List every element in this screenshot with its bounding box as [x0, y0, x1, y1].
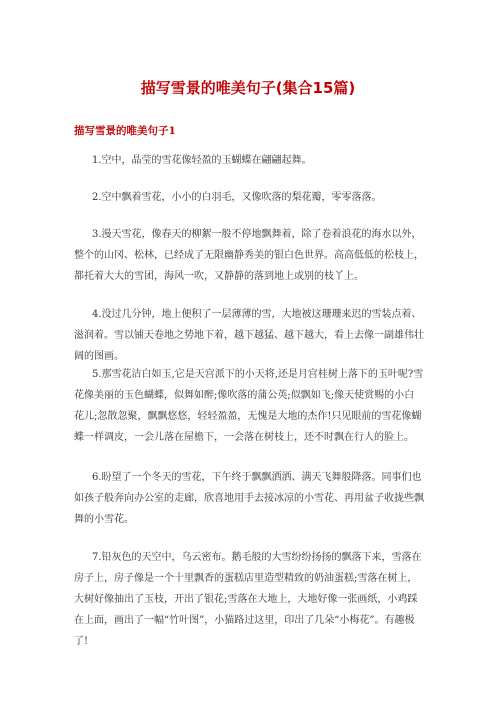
paragraph-5: 5.那雪花洁白如玉,它是天宫派下的小天将,还是月宫桂树上落下的玉叶呢?雪花像美丽的玉色蝴蝶，似舞如醉;像吹落的蒲公英;似飘如飞;像天使赏赐的小白花儿;忽散忽聚，飘飘悠悠，轻轻盈盈，无愧是大地的杰作!只见眼前的雪花像蝴蝶一样调皮，一会儿落在屋檐下，一会落在树枝上，还不时飘在行人的脸上。 [74, 369, 424, 443]
section-heading: 描写雪景的唯美句子1 [74, 125, 176, 137]
paragraph-1: 1.空中，晶莹的雪花像轻盈的玉蝴蝶在翩翩起舞。 [92, 155, 312, 166]
paragraph-4: 4.没过几分钟，地上便积了一层薄薄的雪，大地被这珊珊来迟的雪装点着、滋润着。雪以铺天卷地之势地下着，越下越猛、越下越大，看上去像一副雄伟壮阔的图画。 [74, 309, 424, 362]
paragraph-2: 2.空中飘着雪花，小小的白羽毛，又像吹落的梨花瓣，零零落落。 [92, 192, 382, 203]
paragraph-7: 7.铅灰色的天空中，乌云密布。鹅毛般的大雪纷纷扬扬的飘落下来，雪落在房子上，房子像是一个十里飘香的蛋糕店里造型精致的奶油蛋糕;雪落在树上，大树好像抽出了玉枝，开出了银花;雪落在大地上，大地好像一张画纸，小鸡踩在上面，画出了一幅“竹叶图”，小猫路过这里，印出了几朵“小梅花”。有趣极了! [74, 552, 422, 647]
document-title: 描写雪景的唯美句子(集合15篇) [140, 79, 356, 97]
paragraph-3: 3.漫天雪花，像春天的柳絮一般不停地飘舞着，除了卷着浪花的海水以外，整个的山冈、松林，已经成了无限幽静秀美的银白色世界。高高低低的松枝上，都托着大大的雪团，海风一吹，又静静的落到地上或别的枝丫上。 [74, 229, 424, 282]
paragraph-6: 6.盼望了一个冬天的雪花，下午终于飘飘洒洒、满天飞舞般降落。同事们也如孩子般奔向办公室的走廊，欣喜地用手去接冰凉的小雪花、再用盆子收拢些飘舞的小雪花。 [74, 472, 424, 525]
